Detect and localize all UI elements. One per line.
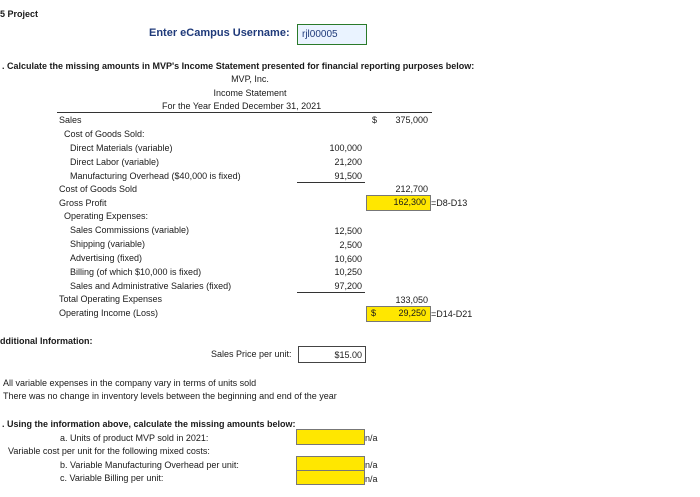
price-cell[interactable] [298,346,366,363]
topex-value: 133,050 [395,295,428,305]
comm-value: 12,500 [334,226,362,236]
var-billing-input[interactable] [296,470,365,485]
header-rule [57,112,432,113]
adv-value: 10,600 [334,254,362,264]
username-value: rjl00005 [302,29,338,40]
admin-label: Sales and Administrative Salaries (fixed) [70,281,232,291]
bill-label: Billing (of which $10,000 is fixed) [70,267,202,277]
item-c-label: c. Variable Billing per unit: [60,473,164,483]
moh-label: Manufacturing Overhead ($40,000 is fixed) [70,171,241,181]
item-c-note: n/a [365,474,378,484]
dl-value: 21,200 [334,157,362,167]
opex-subtotal-rule [297,292,365,293]
dl-label: Direct Labor (variable) [70,157,160,167]
cogs-header: Cost of Goods Sold: [64,129,145,139]
oi-dollar: $ [371,308,377,318]
statement-title: Income Statement [213,88,287,98]
variable-cost-heading: Variable cost per unit for the following mixed costs: [8,446,210,456]
topex-label: Total Operating Expenses [59,294,163,304]
cogs-label: Cost of Goods Sold [59,184,138,194]
comm-label: Sales Commissions (variable) [70,225,190,235]
dm-value: 100,000 [329,143,362,153]
item-a-label: a. Units of product MVP sold in 2021: [60,433,209,443]
additional-heading: dditional Information: [0,336,93,346]
note-inventory: There was no change in inventory levels between the beginning and end of the year [3,391,337,401]
oi-value: 29,250 [398,308,426,318]
company-name: MVP, Inc. [231,74,269,84]
bill-value: 10,250 [334,267,362,277]
note-variable-expenses: All variable expenses in the company vary in terms of units sold [3,378,257,388]
username-input[interactable] [297,24,367,45]
sales-label: Sales [59,115,82,125]
item-a-note: n/a [365,433,378,443]
cogs-value: 212,700 [395,184,428,194]
ship-label: Shipping (variable) [70,239,146,249]
units-sold-input[interactable] [296,429,365,445]
statement-period: For the Year Ended December 31, 2021 [162,101,322,111]
ship-value: 2,500 [339,240,362,250]
sales-value: 375,000 [395,115,428,125]
item-b-note: n/a [365,460,378,470]
part-a-instruction: . Calculate the missing amounts in MVP's Income Statement presented for financial reporting purposes below: [2,61,475,71]
gp-label: Gross Profit [59,198,107,208]
item-b-label: b. Variable Manufacturing Overhead per unit: [60,460,239,470]
oi-label: Operating Income (Loss) [59,308,159,318]
moh-value: 91,500 [334,171,362,181]
opex-header: Operating Expenses: [64,211,149,221]
oi-formula: =D14-D21 [431,309,473,319]
part-b-instruction: . Using the information above, calculate the missing amounts below: [2,419,296,429]
price-value: $15.00 [334,350,362,360]
price-label: Sales Price per unit: [211,349,292,359]
var-moh-input[interactable] [296,456,365,471]
cogs-subtotal-rule [297,182,365,183]
project-title: 5 Project [0,9,39,19]
adv-label: Advertising (fixed) [70,253,143,263]
gp-formula: =D8-D13 [431,198,468,208]
sales-dollar: $ [372,115,378,125]
admin-value: 97,200 [334,281,362,291]
gp-value: 162,300 [393,197,426,207]
dm-label: Direct Materials (variable) [70,143,173,153]
username-label: Enter eCampus Username: [149,27,290,39]
